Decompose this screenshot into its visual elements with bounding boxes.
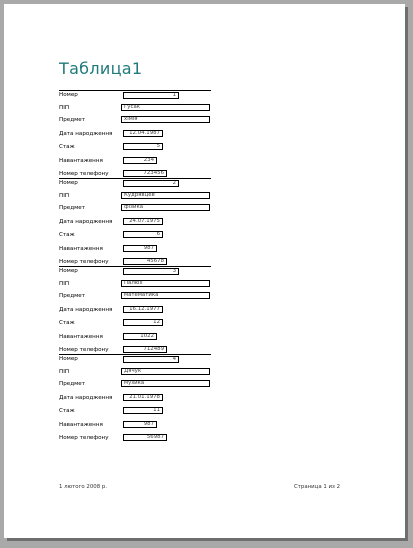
record-separator	[59, 354, 211, 355]
birthdate-label: Дата народження	[59, 395, 113, 401]
phone-label: Номер телефону	[59, 259, 109, 265]
experience-field[interactable]: 11	[123, 407, 163, 414]
subject-field[interactable]: фізика	[121, 204, 210, 211]
pib-field[interactable]: Палюх	[121, 280, 210, 287]
number-field[interactable]: 2	[123, 180, 179, 187]
birthdate-label: Дата народження	[59, 131, 113, 137]
birthdate-field[interactable]: 21.01.1978	[123, 394, 163, 401]
phone-field[interactable]: 723456	[123, 170, 167, 177]
pib-label: ПІП	[59, 193, 70, 199]
subject-label: Предмет	[59, 205, 85, 211]
workload-field[interactable]: 1022	[123, 333, 157, 340]
experience-label: Стаж	[59, 144, 75, 150]
number-label: Номер	[59, 180, 78, 186]
workload-label: Навантаження	[59, 422, 103, 428]
subject-label: Предмет	[59, 381, 85, 387]
pib-field[interactable]: Дячук	[121, 368, 210, 375]
subject-field[interactable]: хімія	[121, 116, 210, 123]
pib-field[interactable]: Гусак	[121, 104, 210, 111]
record-separator	[59, 178, 211, 179]
workload-field[interactable]: 987	[123, 245, 157, 252]
subject-label: Предмет	[59, 293, 85, 299]
record-separator	[59, 90, 211, 91]
workload-label: Навантаження	[59, 246, 103, 252]
number-field[interactable]: 3	[123, 268, 179, 275]
experience-field[interactable]: 12	[123, 319, 163, 326]
birthdate-field[interactable]: 16.12.1977	[123, 306, 163, 313]
report-title: Таблица1	[59, 59, 143, 78]
birthdate-field[interactable]: 24.07.1975	[123, 218, 163, 225]
experience-field[interactable]: 6	[123, 231, 163, 238]
subject-field[interactable]: музика	[121, 380, 210, 387]
phone-field[interactable]: 712489	[123, 346, 167, 353]
number-field[interactable]: 1	[123, 92, 179, 99]
pib-field[interactable]: Кудрявцев	[121, 192, 210, 199]
report-page	[4, 4, 405, 538]
birthdate-label: Дата народження	[59, 307, 113, 313]
record-separator	[59, 266, 211, 267]
footer-page-number: Страница 1 из 2	[294, 484, 340, 490]
number-label: Номер	[59, 356, 78, 362]
footer-date: 1 лютого 2008 р.	[59, 484, 107, 490]
experience-label: Стаж	[59, 408, 75, 414]
workload-label: Навантаження	[59, 158, 103, 164]
number-label: Номер	[59, 92, 78, 98]
phone-label: Номер телефону	[59, 347, 109, 353]
birthdate-field[interactable]: 12.04.1987	[123, 130, 163, 137]
workload-label: Навантаження	[59, 334, 103, 340]
phone-field[interactable]: 45678	[123, 258, 167, 265]
phone-label: Номер телефону	[59, 171, 109, 177]
subject-field[interactable]: математика	[121, 292, 210, 299]
number-field[interactable]: 4	[123, 356, 179, 363]
pib-label: ПІП	[59, 369, 70, 375]
phone-field[interactable]: 56987	[123, 434, 167, 441]
number-label: Номер	[59, 268, 78, 274]
experience-label: Стаж	[59, 320, 75, 326]
birthdate-label: Дата народження	[59, 219, 113, 225]
pib-label: ПІП	[59, 105, 70, 111]
workload-field[interactable]: 234	[123, 157, 157, 164]
experience-field[interactable]: 5	[123, 143, 163, 150]
phone-label: Номер телефону	[59, 435, 109, 441]
pib-label: ПІП	[59, 281, 70, 287]
workload-field[interactable]: 987	[123, 421, 157, 428]
subject-label: Предмет	[59, 117, 85, 123]
experience-label: Стаж	[59, 232, 75, 238]
